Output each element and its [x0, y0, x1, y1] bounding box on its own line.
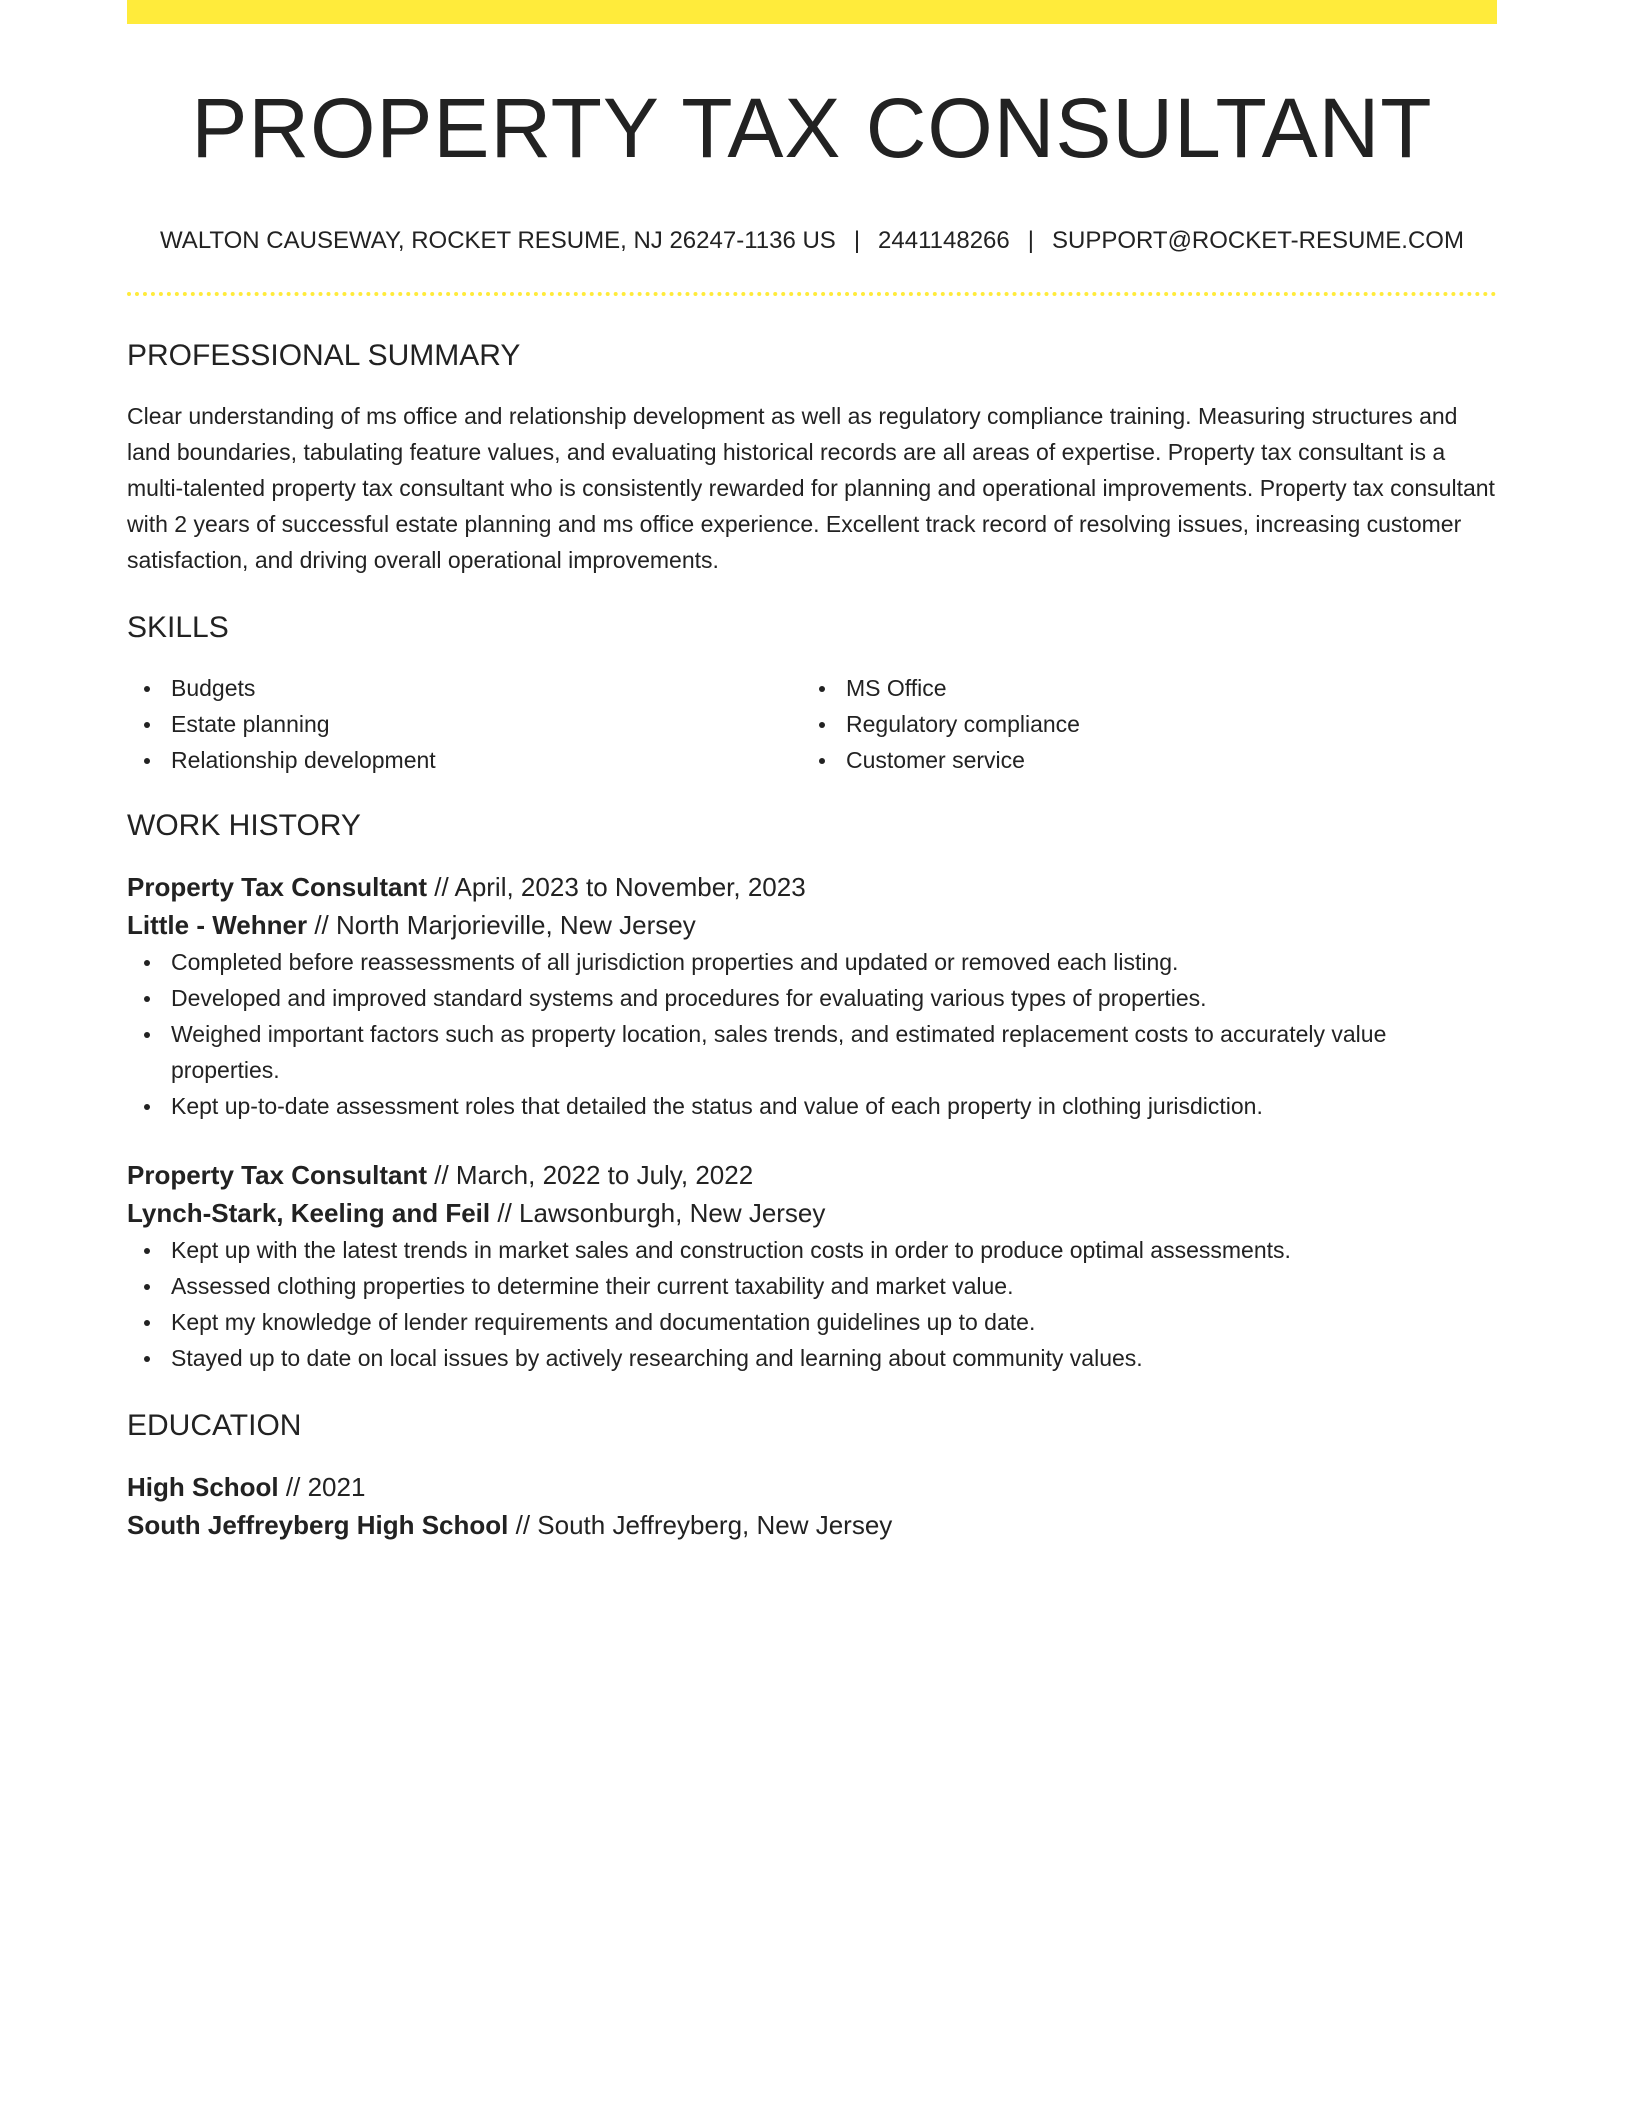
job-duty: Weighed important factors such as property location, sales trends, and estimated replacement costs to accurately value properties.: [127, 1016, 1497, 1088]
education-school: South Jeffreyberg High School: [127, 1510, 509, 1540]
skill-item: Customer service: [802, 742, 1477, 778]
education-degree-line: [127, 1468, 1497, 1506]
job-duties-list: [127, 1232, 1497, 1376]
contact-separator: |: [853, 227, 861, 254]
job-duty: Stayed up to date on local issues by actively researching and learning about community values.: [127, 1340, 1497, 1376]
job-dates: // March, 2022 to July, 2022: [427, 1160, 754, 1190]
contact-email: SUPPORT@ROCKET-RESUME.COM: [1051, 227, 1464, 254]
summary-text: Clear understanding of ms office and relationship development as well as regulatory compliance training. Measuring structures and land boundaries, tabulating feature values, and evaluating historical records are all areas of expertise. Property tax consultant is a multi-talented property tax consultant who is consistently rewarded for planning and operational improvements. Property tax consultant with 2 years of successful estate planning and ms office experience. Excellent track record of resolving issues, increasing customer satisfaction, and driving overall operational improvements.: [127, 403, 1495, 573]
skill-item: Regulatory compliance: [802, 706, 1477, 742]
job-company: Little - Wehner: [127, 910, 308, 940]
skill-item: Estate planning: [127, 706, 802, 742]
contact-phone: 2441148266: [878, 227, 1010, 254]
skills-column-left: [127, 670, 802, 778]
contact-address: WALTON CAUSEWAY, ROCKET RESUME, NJ 26247-1136 US: [160, 227, 836, 254]
job-company-line: [127, 1194, 1497, 1232]
work-history-heading: WORK HISTORY: [127, 809, 361, 842]
job-duty: Kept up with the latest trends in market sales and construction costs in order to produce optimal assessments.: [127, 1232, 1497, 1268]
contact-line: [127, 226, 1497, 256]
job-location: // North Marjorieville, New Jersey: [307, 910, 696, 940]
contact-separator: |: [1027, 227, 1034, 254]
job-title-line: [127, 1156, 1497, 1194]
education-degree: High School: [127, 1472, 279, 1502]
job-duties-list: [127, 944, 1497, 1124]
education-location: // South Jeffreyberg, New Jersey: [508, 1510, 893, 1540]
job-company-line: [127, 906, 1497, 944]
education-heading: EDUCATION: [127, 1409, 302, 1442]
skills-list: [127, 670, 1497, 778]
summary-heading: PROFESSIONAL SUMMARY: [127, 339, 521, 372]
job-duty: Kept my knowledge of lender requirements and documentation guidelines up to date.: [127, 1304, 1497, 1340]
dotted-divider: [127, 292, 1497, 296]
job-company: Lynch-Stark, Keeling and Feil: [127, 1198, 491, 1228]
job-duty: Kept up-to-date assessment roles that detailed the status and value of each property in clothing jurisdiction.: [127, 1088, 1497, 1124]
skill-item: Budgets: [127, 670, 802, 706]
job-duty: Developed and improved standard systems and procedures for evaluating various types of properties.: [127, 980, 1497, 1016]
education-year: // 2021: [278, 1472, 366, 1502]
job-location: // Lawsonburgh, New Jersey: [490, 1198, 826, 1228]
job-role: Property Tax Consultant: [127, 1160, 428, 1190]
resume-page: [127, 0, 1497, 1544]
skills-column-right: [802, 670, 1477, 778]
job-role: Property Tax Consultant: [127, 872, 428, 902]
job-dates: // April, 2023 to November, 2023: [427, 872, 806, 902]
skill-item: Relationship development: [127, 742, 802, 778]
education-school-line: [127, 1506, 1497, 1544]
job-duty: Assessed clothing properties to determine their current taxability and market value.: [127, 1268, 1497, 1304]
skill-item: MS Office: [802, 670, 1477, 706]
accent-bar: [127, 0, 1497, 24]
job-title-line: [127, 868, 1497, 906]
skills-heading: SKILLS: [127, 611, 229, 644]
resume-title: PROPERTY TAX CONSULTANT: [191, 81, 1433, 175]
job-duty: Completed before reassessments of all jurisdiction properties and updated or removed each listing.: [127, 944, 1497, 980]
